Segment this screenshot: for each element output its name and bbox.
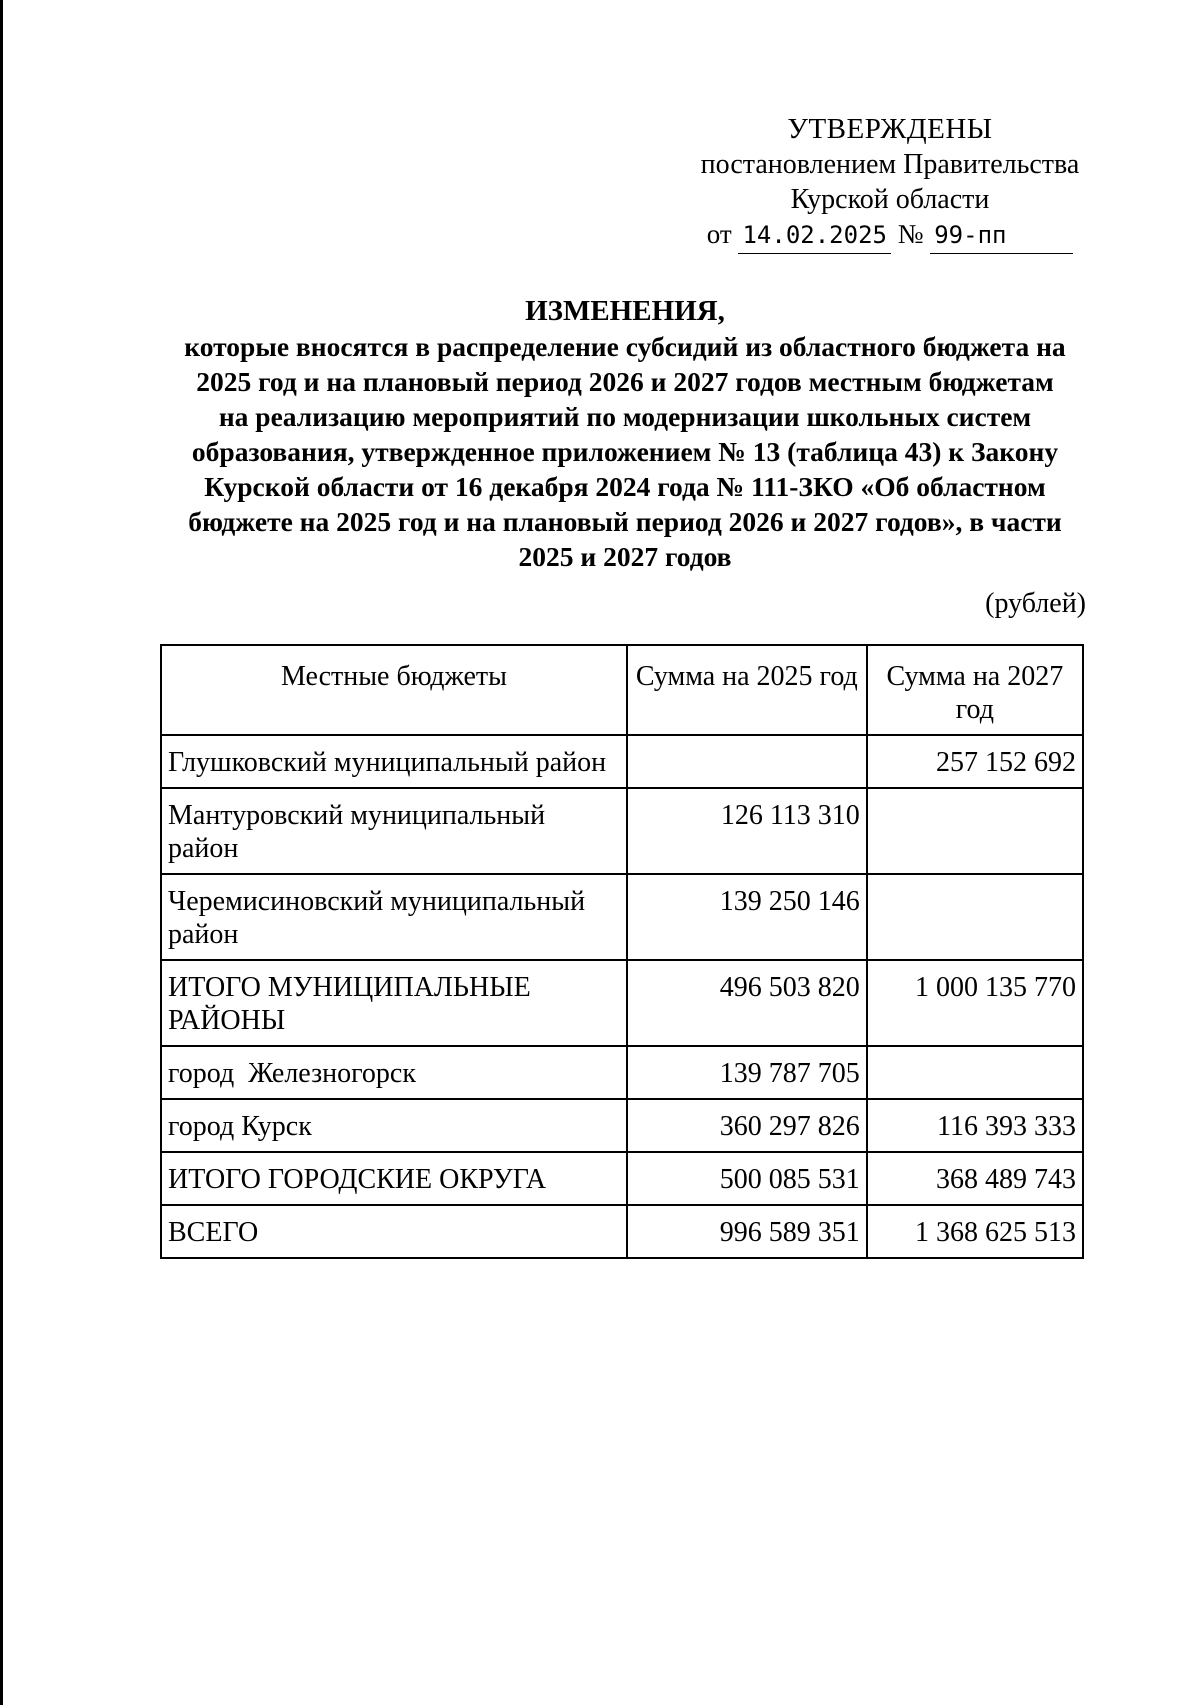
table-row [161, 1152, 1083, 1205]
approval-date: 14.02.2025 [738, 218, 891, 254]
approval-title: УТВЕРЖДЕНЫ [787, 113, 993, 145]
sum-2025: 360 297 826 [627, 1099, 867, 1152]
heading-line: которые вносятся в распределение субсидий из областного бюджета на [184, 331, 1066, 362]
sum-2027 [867, 1046, 1083, 1099]
table-row [161, 735, 1083, 788]
row-name: ИТОГО МУНИЦИПАЛЬНЫЕ РАЙОНЫ [161, 960, 627, 1046]
approval-date-line [690, 217, 1090, 254]
units-label: (рублей) [985, 588, 1086, 619]
document-title: ИЗМЕНЕНИЯ, [525, 295, 725, 327]
table-row [161, 1046, 1083, 1099]
header-sum-2025: Сумма на 2025 год [627, 645, 867, 735]
row-name: Мантуровский муниципальный район [161, 788, 627, 874]
page-edge [0, 0, 3, 1705]
row-name: ИТОГО ГОРОДСКИЕ ОКРУГА [161, 1152, 627, 1205]
row-name: ВСЕГО [161, 1205, 627, 1258]
date-prefix: от [706, 219, 732, 249]
document-heading [155, 293, 1095, 574]
table-row [161, 1099, 1083, 1152]
heading-line: 2025 и 2027 годов [518, 541, 732, 572]
heading-line: 2025 год и на плановый период 2026 и 2027 годов местным бюджетам [196, 366, 1054, 397]
table-row [161, 874, 1083, 960]
approval-stamp [690, 112, 1090, 254]
sum-2025: 496 503 820 [627, 960, 867, 1046]
sum-2025: 139 250 146 [627, 874, 867, 960]
header-local-budgets: Местные бюджеты [161, 645, 627, 735]
sum-2025: 139 787 705 [627, 1046, 867, 1099]
sum-2025: 500 085 531 [627, 1152, 867, 1205]
table-row-total [161, 1205, 1083, 1258]
table-row [161, 788, 1083, 874]
header-sum-2027: Сумма на 2027 год [867, 645, 1083, 735]
approval-number: 99-пп [930, 218, 1073, 254]
row-name: город Железногорск [161, 1046, 627, 1099]
row-name: Глушковский муниципальный район [161, 735, 627, 788]
approval-line-2: Курской области [790, 184, 990, 215]
row-name: Черемисиновский муниципальный район [161, 874, 627, 960]
sum-2025: 996 589 351 [627, 1205, 867, 1258]
sum-2025 [627, 735, 867, 788]
sum-2027: 1 000 135 770 [867, 960, 1083, 1046]
table-header-row [161, 645, 1083, 735]
heading-line: бюджете на 2025 год и на плановый период 2026 и 2027 годов», в части [188, 506, 1062, 537]
heading-line: образования, утвержденное приложением № 13 (таблица 43) к Закону [191, 436, 1059, 467]
sum-2027: 368 489 743 [867, 1152, 1083, 1205]
sum-2027 [867, 788, 1083, 874]
row-name: город Курск [161, 1099, 627, 1152]
sum-2025: 126 113 310 [627, 788, 867, 874]
approval-line-1: постановлением Правительства [700, 149, 1080, 180]
table-row [161, 960, 1083, 1046]
heading-line: на реализацию мероприятий по модернизации школьных систем [218, 401, 1032, 432]
budget-table [160, 644, 1084, 1259]
sum-2027: 116 393 333 [867, 1099, 1083, 1152]
sum-2027: 1 368 625 513 [867, 1205, 1083, 1258]
sum-2027: 257 152 692 [867, 735, 1083, 788]
heading-line: Курской области от 16 декабря 2024 года № 111-ЗКО «Об областном [204, 471, 1046, 502]
number-prefix: № [897, 219, 924, 249]
sum-2027 [867, 874, 1083, 960]
